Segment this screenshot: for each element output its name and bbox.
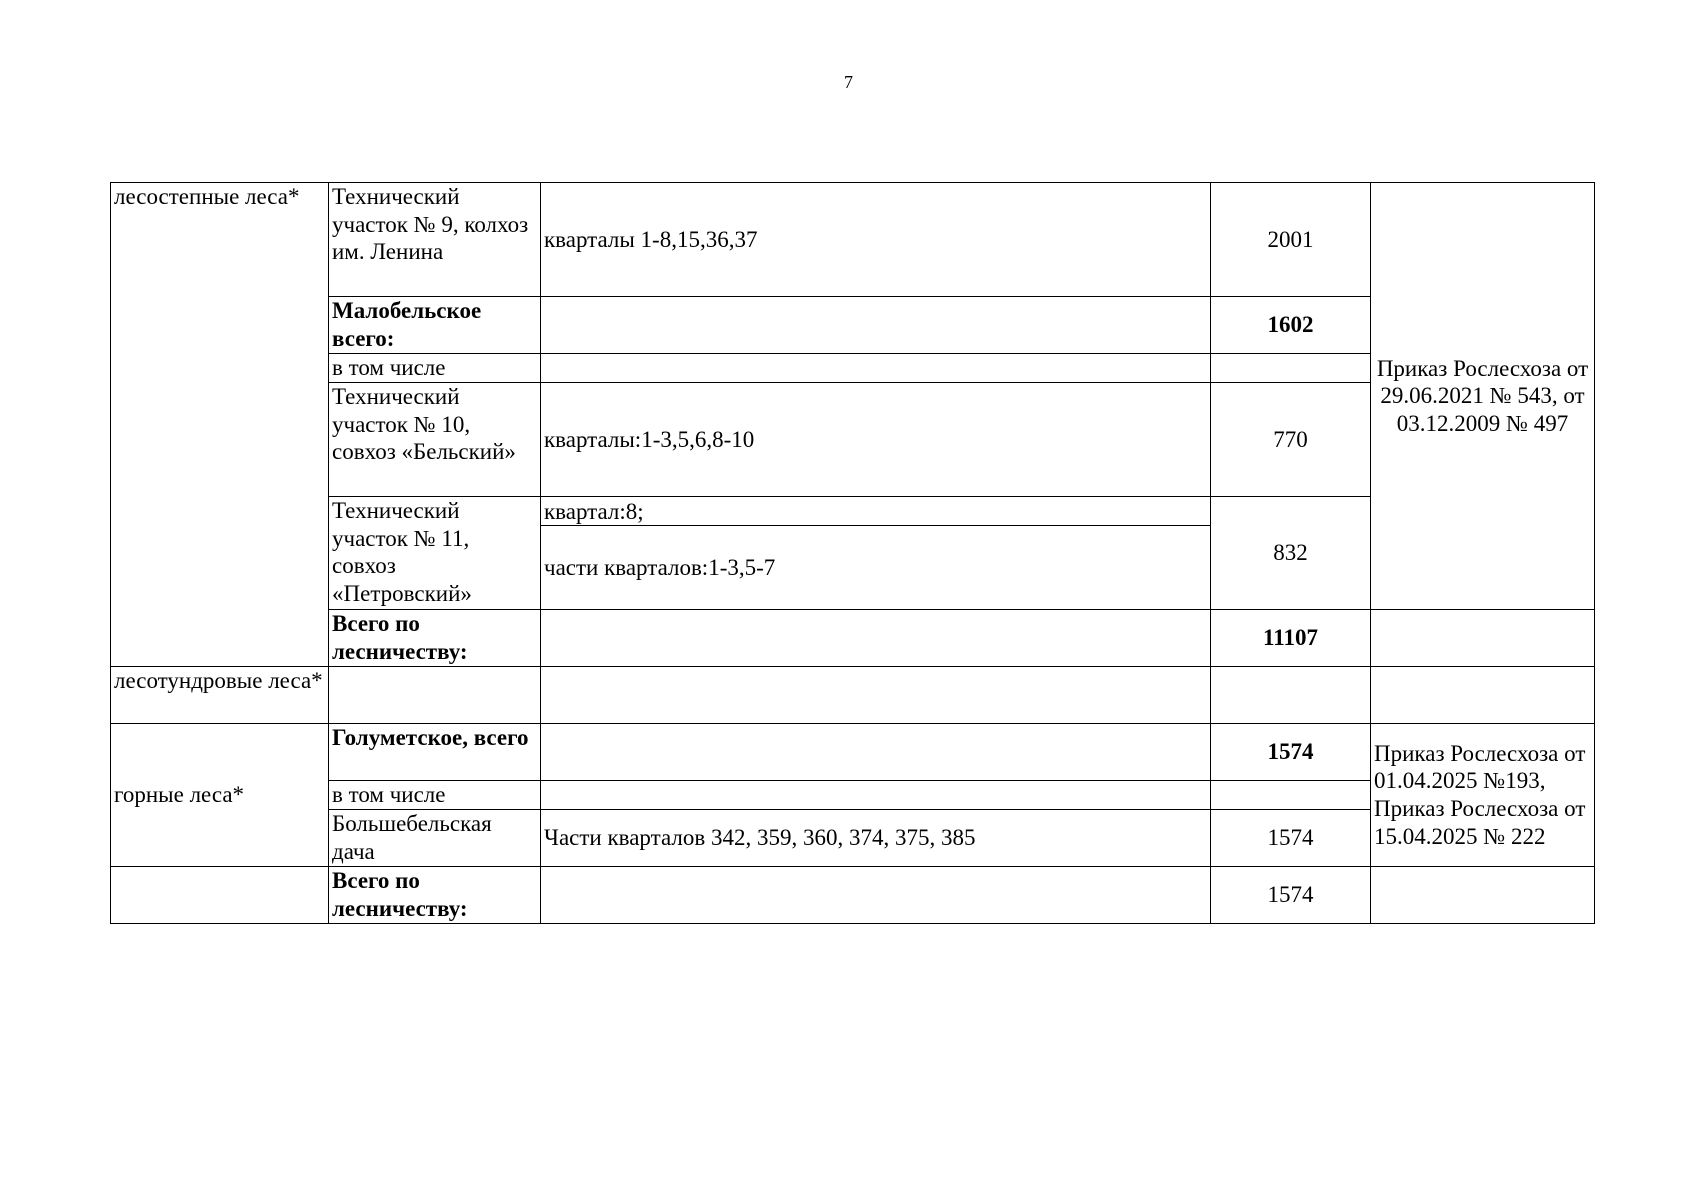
quarters-cell: Части кварталов 342, 359, 360, 374, 375, 385: [541, 810, 1211, 867]
table-row: [111, 610, 1595, 667]
page-number: 7: [844, 72, 853, 92]
quarters-line: части кварталов:1-3,5-7: [544, 554, 776, 580]
table-row: [111, 724, 1595, 781]
value-cell: 832: [1211, 497, 1371, 610]
area-cell: Технический участок № 11, совхоз «Петровский»: [329, 497, 541, 610]
order-cell: [1371, 867, 1595, 924]
forest-type-cell: [111, 867, 329, 924]
value-cell: 11107: [1211, 610, 1371, 667]
value-cell: 1574: [1211, 810, 1371, 867]
area-cell: [329, 667, 541, 724]
value-cell: 2001: [1211, 183, 1371, 297]
area-cell: в том числе: [329, 354, 541, 383]
quarters-cell: [541, 354, 1211, 383]
order-cell: Приказ Рослесхоза от 29.06.2021 № 543, от 03.12.2009 № 497: [1371, 183, 1595, 610]
value-cell: 770: [1211, 383, 1371, 497]
area-cell: Всего по лесничеству:: [329, 610, 541, 667]
table-row: [111, 183, 1595, 297]
order-cell: Приказ Рослесхоза от 01.04.2025 №193, Приказ Рослесхоза от 15.04.2025 № 222: [1371, 724, 1595, 867]
value-cell: [1211, 781, 1371, 810]
quarters-cell: [541, 781, 1211, 810]
quarters-cell: кварталы 1-8,15,36,37: [541, 183, 1211, 297]
forest-areas-table: [110, 182, 1595, 924]
quarters-cell: [541, 867, 1211, 924]
quarters-cell: кварталы:1-3,5,6,8-10: [541, 383, 1211, 497]
quarters-cell: [541, 667, 1211, 724]
forest-type-cell: лесостепные леса*: [111, 183, 329, 667]
forest-type-cell: лесотундровые леса*: [111, 667, 329, 724]
area-cell: Большебельская дача: [329, 810, 541, 867]
value-cell: 1602: [1211, 297, 1371, 354]
order-cell: [1371, 610, 1595, 667]
value-cell: 1574: [1211, 867, 1371, 924]
value-cell: 1574: [1211, 724, 1371, 781]
table-row: [111, 867, 1595, 924]
value-cell: [1211, 354, 1371, 383]
area-cell: Всего по лесничеству:: [329, 867, 541, 924]
area-cell: Технический участок № 9, колхоз им. Ленина: [329, 183, 541, 297]
quarters-cell: [541, 610, 1211, 667]
area-cell: Технический участок № 10, совхоз «Бельский»: [329, 383, 541, 497]
area-cell: Голуметское, всего: [329, 724, 541, 781]
quarters-cell: [541, 724, 1211, 781]
quarters-line: квартал:8;: [541, 498, 1210, 526]
value-cell: [1211, 667, 1371, 724]
area-cell: в том числе: [329, 781, 541, 810]
forest-type-cell: горные леса*: [111, 724, 329, 867]
table-row: [111, 667, 1595, 724]
quarters-cell: [541, 497, 1211, 610]
order-cell: [1371, 667, 1595, 724]
area-cell: Малобельское всего:: [329, 297, 541, 354]
quarters-cell: [541, 297, 1211, 354]
